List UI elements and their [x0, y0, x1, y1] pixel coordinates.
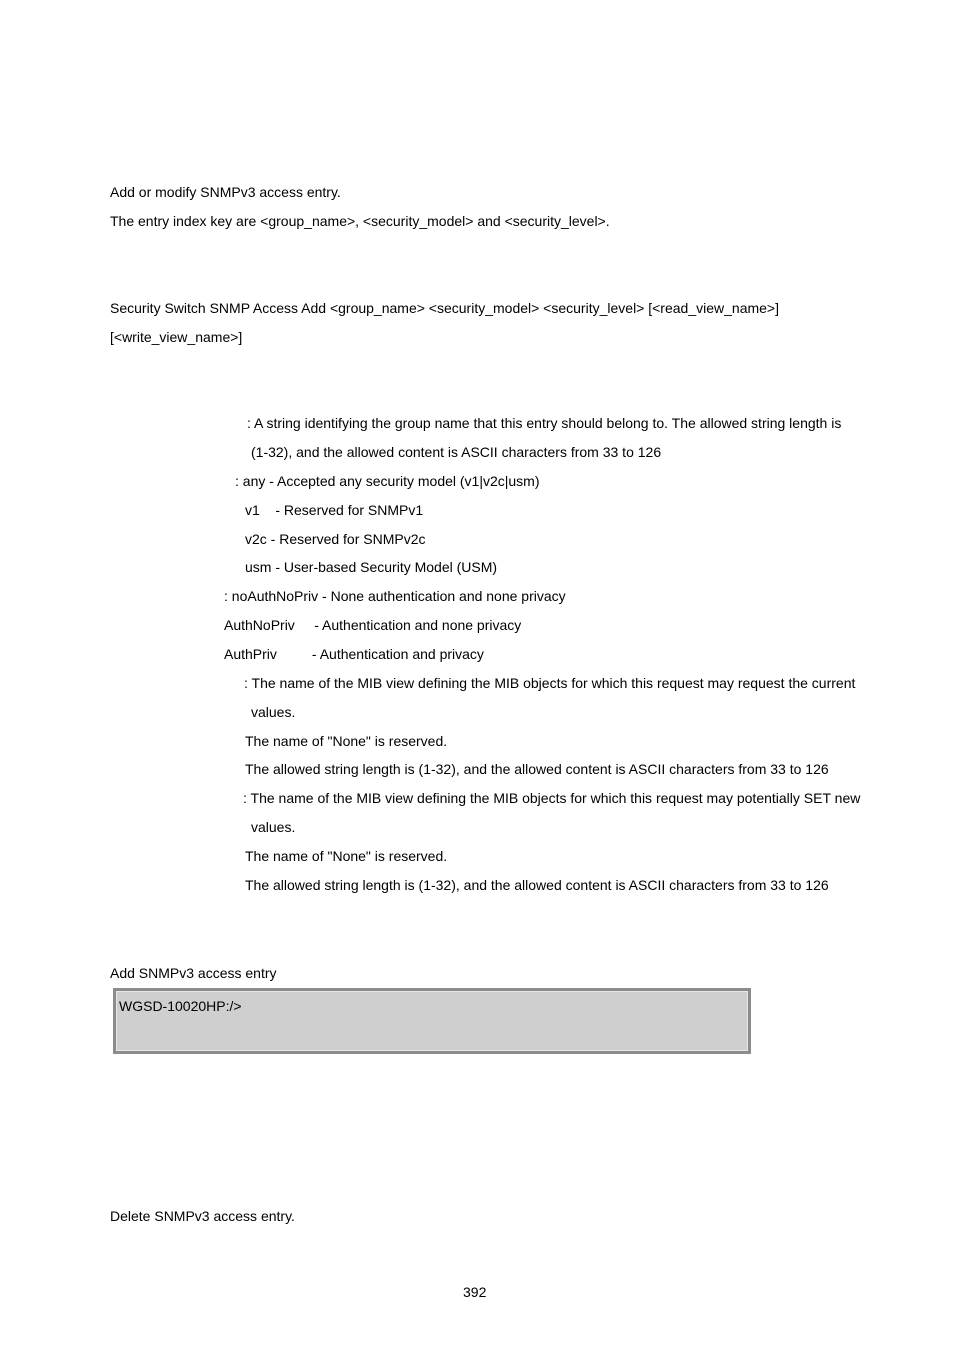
example-caption: Add SNMPv3 access entry [110, 965, 277, 981]
param-read-view-line-3: The name of "None" is reserved. [245, 733, 448, 749]
param-group-name-line-1: : A string identifying the group name that this entry should belong to. The allowed string length is [247, 415, 842, 431]
param-group-name-line-2: (1-32), and the allowed content is ASCII characters from 33 to 126 [251, 444, 662, 460]
cli-example-box [113, 988, 751, 1054]
param-security-model-line-3: v2c - Reserved for SNMPv2c [245, 531, 426, 547]
param-security-model-line-4: usm - User-based Security Model (USM) [245, 559, 498, 575]
param-read-view-line-2: values. [251, 704, 296, 720]
param-security-model-line-1: : any - Accepted any security model (v1|v2c|usm) [235, 473, 540, 489]
param-security-level-line-1: : noAuthNoPriv - None authentication and none privacy [224, 588, 566, 604]
next-section-description: Delete SNMPv3 access entry. [110, 1208, 295, 1224]
cli-prompt: WGSD-10020HP:/> [119, 998, 242, 1014]
param-security-model-line-2: v1 - Reserved for SNMPv1 [245, 502, 424, 518]
param-read-view-line-4: The allowed string length is (1-32), and the allowed content is ASCII characters from 33 to 126 [245, 761, 829, 777]
param-write-view-line-2: values. [251, 819, 296, 835]
description-line-2: The entry index key are <group_name>, <security_model> and <security_level>. [110, 213, 610, 229]
param-write-view-line-3: The name of "None" is reserved. [245, 848, 448, 864]
param-security-level-line-3: AuthPriv - Authentication and privacy [224, 646, 484, 662]
syntax-line-2: [<write_view_name>] [110, 329, 243, 345]
param-write-view-line-4: The allowed string length is (1-32), and the allowed content is ASCII characters from 33 to 126 [245, 877, 829, 893]
syntax-line-1: Security Switch SNMP Access Add <group_name> <security_model> <security_level> [<read_view_name>] [110, 300, 779, 316]
page-number: 392 [463, 1284, 487, 1300]
param-security-level-line-2: AuthNoPriv - Authentication and none privacy [224, 617, 522, 633]
param-write-view-line-1: : The name of the MIB view defining the MIB objects for which this request may potentially SET new [243, 790, 861, 806]
description-line-1: Add or modify SNMPv3 access entry. [110, 184, 341, 200]
param-read-view-line-1: : The name of the MIB view defining the MIB objects for which this request may request the current [244, 675, 856, 691]
